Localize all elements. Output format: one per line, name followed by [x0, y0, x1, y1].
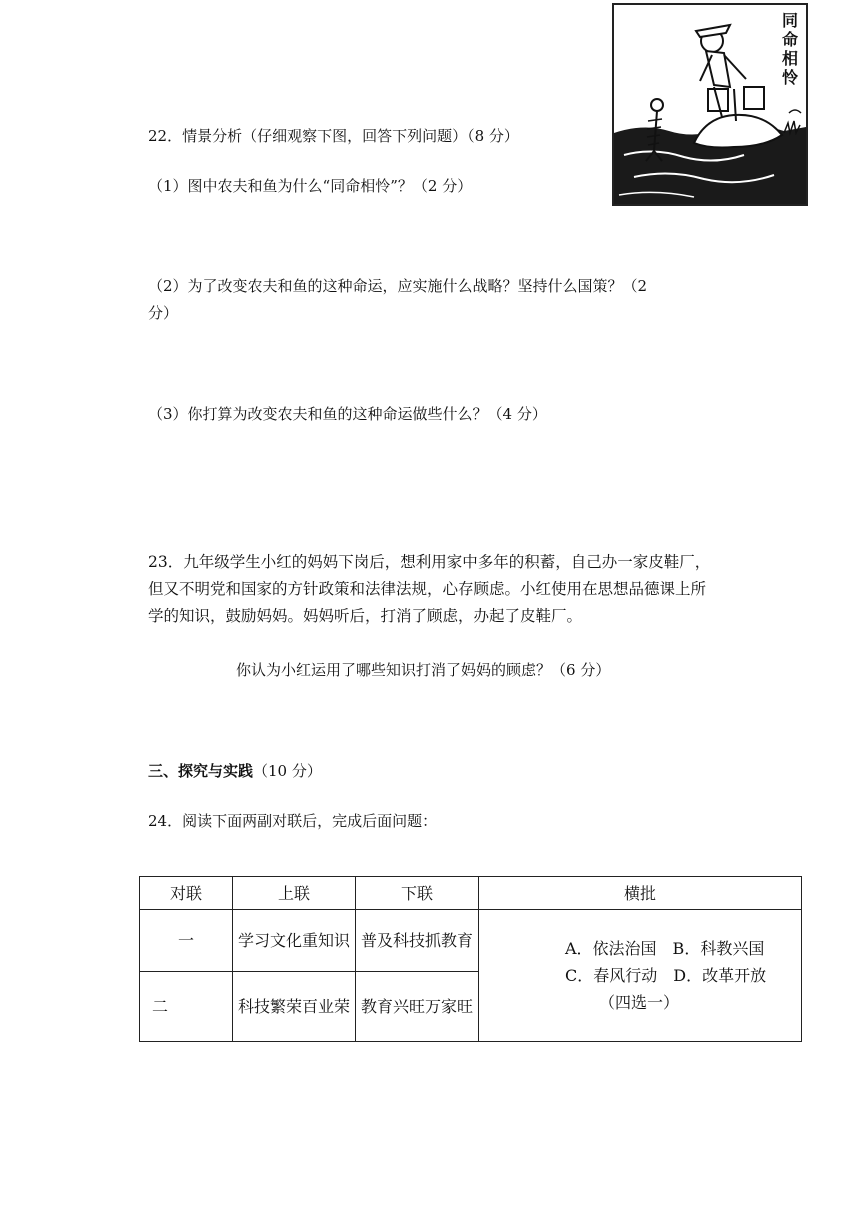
section3-title: 三、探究与实践	[148, 762, 254, 780]
section3-score: （10 分）	[253, 762, 322, 780]
q24-text: 24．阅读下面两副对联后，完成后面问题：	[148, 812, 438, 830]
couplet-table	[139, 876, 802, 1042]
upper-line: 科技繁荣百业荣	[233, 972, 356, 1042]
header-lower: 下联	[356, 877, 479, 910]
row-number: 二	[140, 972, 233, 1042]
q22-sub3: （3）你打算为改变农夫和鱼的这种命运做些什么？（4 分）	[148, 405, 547, 423]
options-line-1: A．依法治国 B．科教兴国	[565, 939, 765, 958]
q22-sub2-line2: 分）	[148, 304, 179, 322]
lower-line: 普及科技抓教育	[356, 910, 479, 972]
q22-sub2-line1: （2）为了改变农夫和鱼的这种命运，应实施什么战略？坚持什么国策？（2	[148, 277, 648, 295]
header-horizontal: 横批	[479, 877, 802, 910]
q22-title: 22．情景分析（仔细观察下图，回答下列问题）（8 分）	[148, 127, 519, 145]
options-note: （四选一）	[599, 993, 680, 1012]
farmer-fish-illustration	[614, 5, 806, 204]
q23-question: 你认为小红运用了哪些知识打消了妈妈的顾虑？（6 分）	[236, 661, 611, 679]
options-list	[479, 935, 801, 1016]
options-line-2: C．春风行动 D．改革开放	[565, 966, 767, 985]
upper-line: 学习文化重知识	[233, 910, 356, 972]
table-row	[140, 910, 802, 972]
row-number: 一	[140, 910, 233, 972]
table-header-row	[140, 877, 802, 910]
cartoon-caption: 同命相怜	[781, 11, 798, 87]
header-upper: 上联	[233, 877, 356, 910]
cartoon-image	[612, 3, 808, 206]
section3-heading	[148, 761, 322, 781]
header-couplet: 对联	[140, 877, 233, 910]
q23-text: 23．九年级学生小红的妈妈下岗后，想利用家中多年的积蓄，自己办一家皮鞋厂，但又不明党和国家的方针政策和法律法规，心存顾虑。小红使用在思想品德课上所学的知识，鼓励妈妈。妈妈听后，打消了顾虑，办起了皮鞋厂。	[148, 553, 711, 625]
lower-line: 教育兴旺万家旺	[356, 972, 479, 1042]
q22-sub1: （1）图中农夫和鱼为什么“同命相怜”？（2 分）	[148, 177, 473, 195]
options-cell	[479, 910, 802, 1042]
